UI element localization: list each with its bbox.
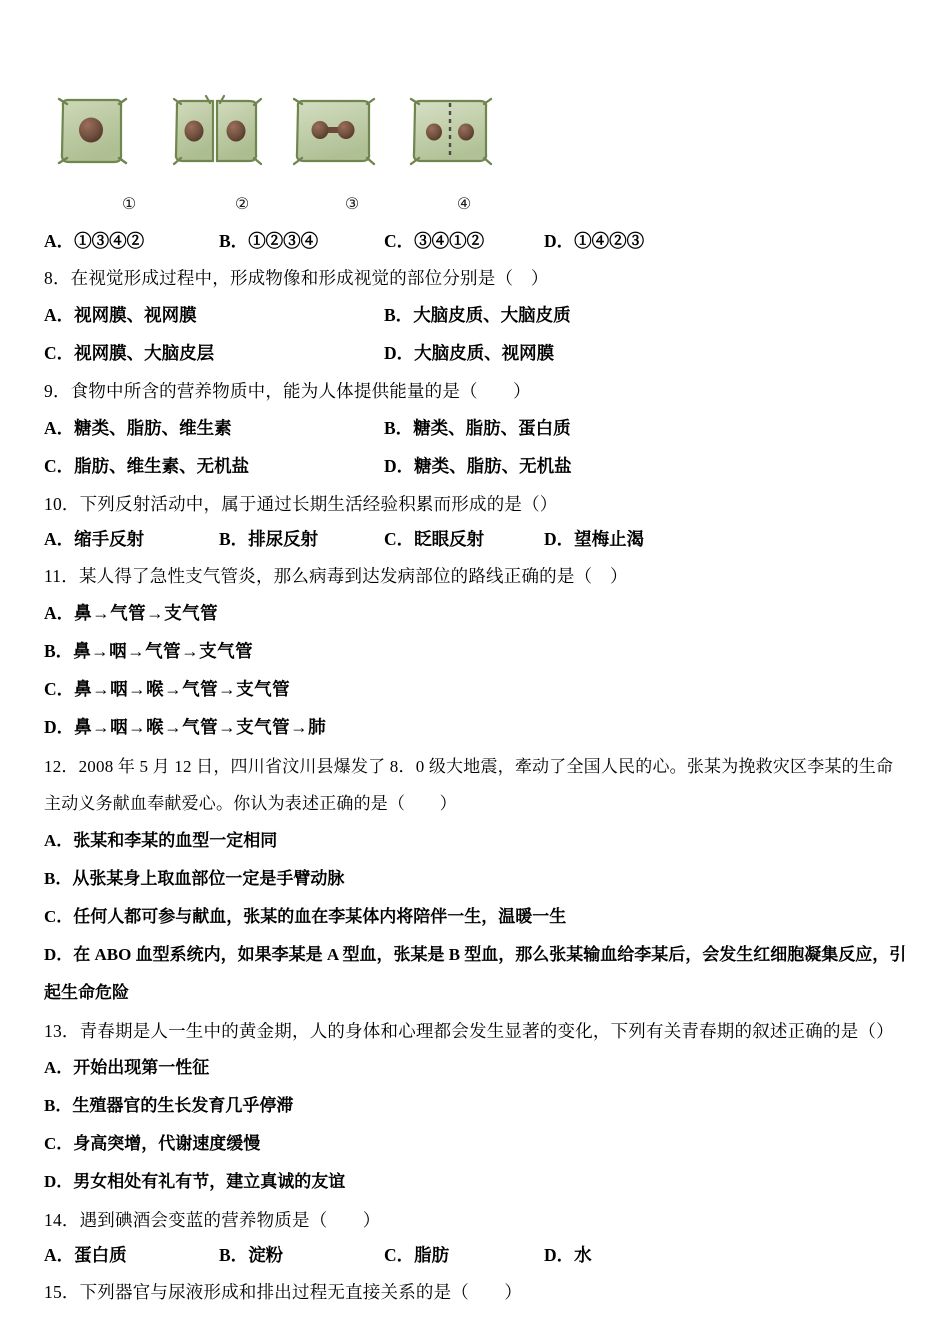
option-a[interactable] <box>44 409 232 447</box>
question-10-stem: 10．下列反射活动中，属于通过长期生活经验积累而形成的是（） <box>44 494 558 514</box>
cell-stage-1-image <box>56 92 128 170</box>
option-a-mark: A． <box>44 529 75 549</box>
option-a-text: 开始出现第一性征 <box>73 1058 210 1077</box>
option-a-mark: A． <box>44 418 75 438</box>
option-a-mark: A． <box>44 305 75 325</box>
question-9-options-row-1 <box>44 409 910 447</box>
option-c-mark: C． <box>384 231 415 251</box>
cell-stage-2-image <box>169 92 264 170</box>
option-b[interactable] <box>384 296 571 334</box>
option-d[interactable] <box>384 334 554 372</box>
option-b-text: 生殖器官的生长发育几乎停滞 <box>72 1096 294 1115</box>
option-d-mark: D． <box>384 456 415 476</box>
option-d-mark: D． <box>44 1172 74 1191</box>
question-11-stem: 11．某人得了急性支气管炎，那么病毒到达发病部位的路线正确的是（ ） <box>44 566 628 586</box>
option-c[interactable] <box>384 224 484 259</box>
option-a-mark: A． <box>44 1245 75 1265</box>
cell-figure-row <box>44 92 910 192</box>
figure-label-4: ④ <box>456 194 472 213</box>
option-c-text: 鼻→咽→喉→气管→支气管 <box>74 679 291 699</box>
option-c-text: 身高突增，代谢速度缓慢 <box>73 1134 261 1153</box>
option-b-mark: B． <box>384 305 414 325</box>
option-b[interactable] <box>219 224 318 259</box>
option-b-mark: B． <box>44 869 73 888</box>
option-d[interactable] <box>544 224 644 259</box>
option-d-text: 在 ABO 血型系统内，如果李某是 A 型血，张某是 B 型血，那么张某输血给李某后，会发生红细胞凝集反应，引起生命危险 <box>44 945 907 1002</box>
option-b-mark: B． <box>44 641 74 661</box>
option-d-text: ①④②③ <box>574 231 645 251</box>
cell-stage-4-image <box>406 92 494 170</box>
option-c-text: 视网膜、大脑皮层 <box>74 343 215 363</box>
option-a[interactable] <box>44 296 197 334</box>
option-d-text: 男女相处有礼有节，建立真诚的友谊 <box>73 1172 346 1191</box>
question-12-option-b[interactable] <box>44 860 910 898</box>
option-b[interactable] <box>219 522 318 557</box>
option-d[interactable] <box>384 447 572 485</box>
option-b-text: ①②③④ <box>248 231 319 251</box>
option-c-text: 眨眼反射 <box>414 529 485 549</box>
option-d-mark: D． <box>544 231 575 251</box>
question-11-option-b[interactable] <box>44 632 910 670</box>
question-7-options <box>44 224 910 259</box>
option-b-text: 淀粉 <box>248 1245 284 1265</box>
option-c[interactable] <box>384 1238 449 1273</box>
option-d-mark: D． <box>544 529 575 549</box>
question-13 <box>44 1014 910 1201</box>
figure-caption-row <box>44 192 910 218</box>
question-12-option-d[interactable] <box>44 936 910 1012</box>
option-a[interactable] <box>44 224 144 259</box>
question-10-options <box>44 522 910 557</box>
option-b-text: 从张某身上取血部位一定是手臂动脉 <box>72 869 345 888</box>
option-c-mark: C． <box>384 529 415 549</box>
option-b-mark: B． <box>384 418 414 438</box>
question-13-option-b[interactable] <box>44 1087 910 1125</box>
option-a-text: ①③④② <box>74 231 145 251</box>
option-c-text: 脂肪 <box>414 1245 450 1265</box>
option-c-text: 脂肪、维生素、无机盐 <box>74 456 250 476</box>
option-c[interactable] <box>44 447 249 485</box>
option-d-text: 水 <box>574 1245 592 1265</box>
option-c-mark: C． <box>44 679 75 699</box>
option-c-mark: C． <box>44 907 74 926</box>
option-a-mark: A． <box>44 1058 74 1077</box>
figure-label-3: ③ <box>344 194 360 213</box>
question-12-option-a[interactable] <box>44 822 910 860</box>
question-14-stem: 14．遇到碘酒会变蓝的营养物质是（ ） <box>44 1210 381 1230</box>
question-12-option-c[interactable] <box>44 898 910 936</box>
option-d-text: 大脑皮质、视网膜 <box>414 343 555 363</box>
option-a-mark: A． <box>44 231 75 251</box>
question-9-stem: 9．食物中所含的营养物质中，能为人体提供能量的是（ ） <box>44 381 531 401</box>
question-13-option-c[interactable] <box>44 1125 910 1163</box>
option-a-text: 视网膜、视网膜 <box>74 305 197 325</box>
question-8-stem: 8．在视觉形成过程中，形成物像和形成视觉的部位分别是（ ） <box>44 268 549 288</box>
option-b[interactable] <box>219 1238 283 1273</box>
option-c-mark: C． <box>44 456 75 476</box>
option-d[interactable] <box>544 1238 592 1273</box>
option-a-text: 糖类、脂肪、维生素 <box>74 418 232 438</box>
option-c-text: ③④①② <box>414 231 485 251</box>
question-11-option-c[interactable] <box>44 670 910 708</box>
option-b-text: 鼻→咽→气管→支气管 <box>73 641 254 661</box>
figure-label-2: ② <box>234 194 250 213</box>
option-a-text: 蛋白质 <box>74 1245 127 1265</box>
option-a-text: 张某和李某的血型一定相同 <box>73 831 278 850</box>
option-b-text: 大脑皮质、大脑皮质 <box>413 305 571 325</box>
option-c-mark: C． <box>44 1134 74 1153</box>
option-a[interactable] <box>44 522 144 557</box>
option-d-text: 糖类、脂肪、无机盐 <box>414 456 572 476</box>
option-b[interactable] <box>384 409 571 447</box>
option-c[interactable] <box>384 522 484 557</box>
option-d-mark: D． <box>544 1245 575 1265</box>
option-d-mark: D． <box>44 717 75 737</box>
option-d-mark: D． <box>384 343 415 363</box>
option-b-mark: B． <box>219 529 249 549</box>
question-8-options-row-2 <box>44 334 910 372</box>
question-13-option-d[interactable] <box>44 1163 910 1201</box>
option-b-mark: B． <box>44 1096 73 1115</box>
question-8-options-row-1 <box>44 296 910 334</box>
option-d-text: 鼻→咽→喉→气管→支气管→肺 <box>74 717 327 737</box>
option-b-text: 糖类、脂肪、蛋白质 <box>413 418 571 438</box>
figure-label-1: ① <box>121 194 137 213</box>
option-d-mark: D． <box>44 945 74 964</box>
option-b-mark: B． <box>219 231 249 251</box>
option-a-mark: A． <box>44 603 75 623</box>
cell-division-figure <box>44 0 910 224</box>
question-14-options <box>44 1238 910 1273</box>
question-11-option-d[interactable] <box>44 708 910 746</box>
option-c-mark: C． <box>44 343 75 363</box>
option-d-text: 望梅止渴 <box>574 529 645 549</box>
option-b-mark: B． <box>219 1245 249 1265</box>
question-13-option-a[interactable] <box>44 1049 910 1087</box>
question-12 <box>44 748 910 1012</box>
question-11-option-a[interactable] <box>44 594 910 632</box>
question-12-stem: 12．2008 年 5 月 12 日，四川省汶川县爆发了 8．0 级大地震，牽动了全国人民的心。张某为挽救灾区李某的生命主动义务献血奉献爱心。你认为表述正确的是（ ） <box>44 757 894 813</box>
option-b-text: 排尿反射 <box>248 529 319 549</box>
option-d[interactable] <box>544 522 644 557</box>
option-c[interactable] <box>44 334 214 372</box>
question-9-options-row-2 <box>44 447 910 485</box>
option-a-mark: A． <box>44 831 74 850</box>
question-13-stem: 13．青春期是人一生中的黄金期，人的身体和心理都会发生显著的变化，下列有关青春期的叙述正确的是（） <box>44 1021 894 1041</box>
cell-stage-3-image <box>289 92 377 170</box>
option-a[interactable] <box>44 1238 127 1273</box>
option-a-text: 缩手反射 <box>74 529 145 549</box>
option-c-mark: C． <box>384 1245 415 1265</box>
question-15-stem: 15．下列器官与尿液形成和排出过程无直接关系的是（ ） <box>44 1282 523 1302</box>
option-c-text: 任何人都可参与献血，张某的血在李某体内将陪伴一生，温暖一生 <box>73 907 567 926</box>
option-a-text: 鼻→气管→支气管 <box>74 603 219 623</box>
